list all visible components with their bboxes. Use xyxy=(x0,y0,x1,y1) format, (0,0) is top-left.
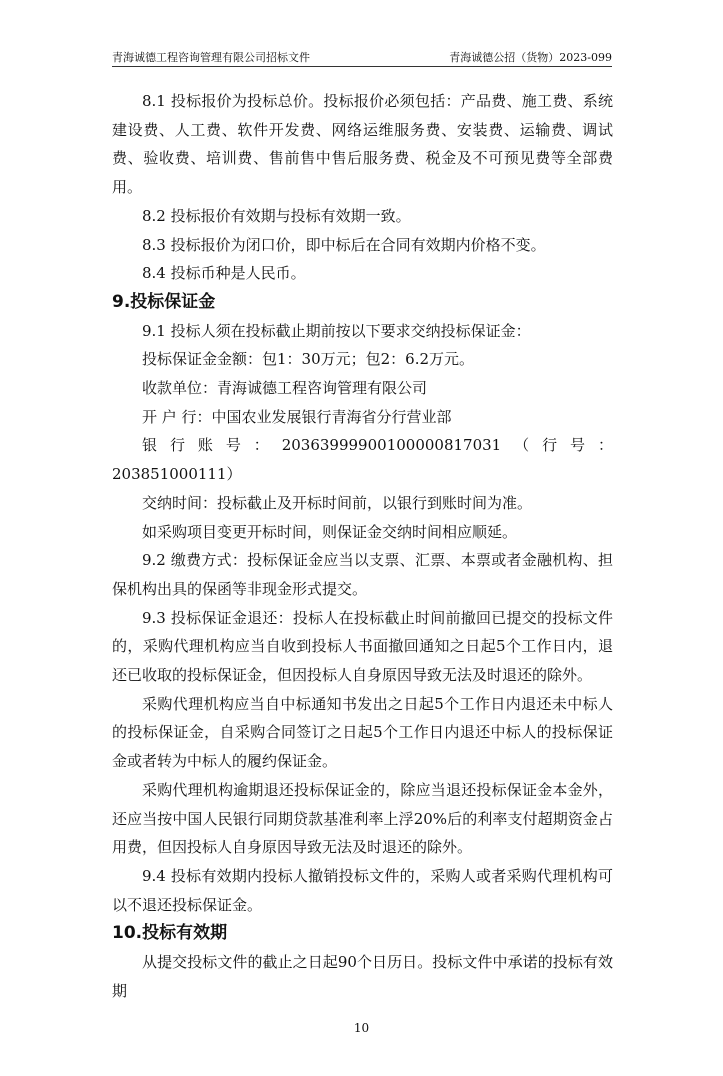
para-9-2: 9.2 缴费方式：投标保证金应当以支票、汇票、本票或者金融机构、担保机构出具的保函等非现金形式提交。 xyxy=(112,551,613,598)
para-9-3: 9.3 投标保证金退还：投标人在投标截止时间前撤回已提交的投标文件的，采购代理机构应当自收到投标人书面撤回通知之日起5个工作日内，退还已收取的投标保证金，但因投标人自身原因导致无法及时退还的除外。 xyxy=(112,608,613,685)
section-heading-10: 10.投标有效期 xyxy=(112,923,228,944)
para-9-4: 9.4 投标有效期内投标人撤销投标文件的，采购人或者采购代理机构可以不退还投标保证金。 xyxy=(112,866,613,914)
account-number: 银行账号：20363999900100000817031（行号：203851000111） xyxy=(112,436,613,484)
para-8-1: 8.1 投标报价为投标总价。投标报价必须包括：产品费、施工费、系统建设费、人工费、软件开发费、网络运维服务费、安装费、运输费、调试费、验收费、培训费、售前售中售后服务费、税金及不可预见费等全部费用。 xyxy=(112,92,613,197)
document-body xyxy=(112,87,613,1006)
deposit-amount: 投标保证金金额：包1：30万元；包2：6.2万元。 xyxy=(142,350,475,369)
para-9-1: 9.1 投标人须在投标截止期前按以下要求交纳投标保证金： xyxy=(142,321,531,340)
section-heading-9: 9.投标保证金 xyxy=(112,291,216,312)
para-9-3c: 采购代理机构逾期退还投标保证金的，除应当退还投标保证金本金外，还应当按中国人民银行同期贷款基准利率上浮20%后的利率支付超期资金占用费，但因投标人自身原因导致无法及时退还的除外。 xyxy=(112,780,613,857)
page-number: 10 xyxy=(353,1020,370,1035)
bank: 开 户 行：中国农业发展银行青海省分行营业部 xyxy=(142,407,452,426)
header-right: 青海诚德公招（货物）2023-099 xyxy=(449,51,612,64)
page-header xyxy=(112,47,612,67)
para-10: 从提交投标文件的截止之日起90个日历日。投标文件中承诺的投标有效期 xyxy=(112,953,613,1000)
para-8-4: 8.4 投标币种是人民币。 xyxy=(142,264,306,283)
header-left: 青海诚德工程咨询管理有限公司招标文件 xyxy=(112,51,310,64)
para-8-3: 8.3 投标报价为闭口价，即中标后在合同有效期内价格不变。 xyxy=(142,235,546,254)
payee: 收款单位：青海诚德工程咨询管理有限公司 xyxy=(142,379,428,398)
para-8-2: 8.2 投标报价有效期与投标有效期一致。 xyxy=(142,206,411,225)
delay-note: 如采购项目变更开标时间，则保证金交纳时间相应顺延。 xyxy=(142,522,518,541)
payment-time: 交纳时间：投标截止及开标时间前，以银行到账时间为准。 xyxy=(142,493,533,512)
para-9-3b: 采购代理机构应当自中标通知书发出之日起5个工作日内退还未中标人的投标保证金，自采购合同签订之日起5个工作日内退还中标人的投标保证金或者转为中标人的履约保证金。 xyxy=(112,694,613,771)
